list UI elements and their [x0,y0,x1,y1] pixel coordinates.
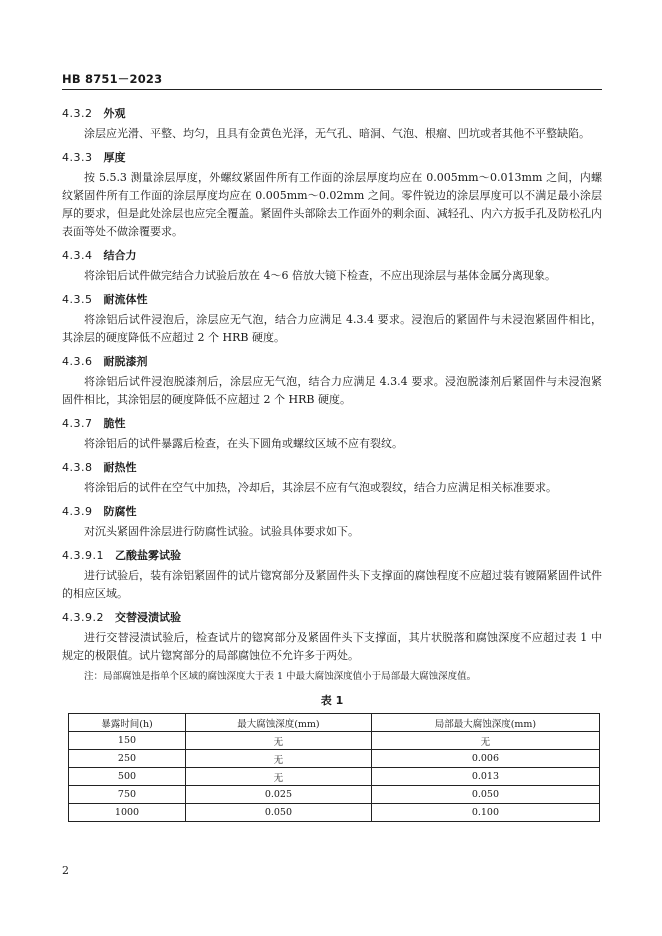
section-heading [62,457,602,479]
section-number: 4.3.9.2 [62,611,104,624]
section-title: 外观 [103,107,126,120]
section-number: 4.3.7 [62,417,93,430]
table-cell: 250 [69,750,186,768]
main-content [62,103,602,822]
section-paragraph: 将涂铝后的试件在空气中加热，冷却后，其涂层不应有气泡或裂纹，结合力应满足相关标准要求。 [84,481,557,494]
section-heading [62,501,602,523]
section-title: 脆性 [103,417,126,430]
table-header-row [69,714,600,732]
section-heading [62,545,602,567]
section-title: 结合力 [103,249,137,262]
section-number: 4.3.3 [62,151,93,164]
section-paragraph: 将涂铝后试件浸泡后，涂层应无气泡，结合力应满足 4.3.4 要求。浸泡后的紧固件与未浸泡紧固件相比，其涂层的硬度降低不应超过 2 个 HRB 硬度。 [62,313,602,344]
section-heading [62,289,602,311]
table-cell: 1000 [69,804,186,822]
section-paragraph: 对沉头紧固件涂层进行防腐性试验。试验具体要求如下。 [84,525,359,538]
section-paragraph: 按 5.5.3 测量涂层厚度，外螺纹紧固件所有工作面的涂层厚度均应在 0.005mm～0.013mm 之间，内螺纹紧固件所有工作面的涂层厚度均应在 0.005mm～0.02mm 之间。零件锐边的涂层厚度可以不满足最小涂层厚的要求，但是此处涂层也应完全覆盖。紧固件头部除去工作面外的剩余面、减轻孔、内六方扳手孔及防松孔内表面等处不做涂覆要求。 [62,171,602,238]
table-cell: 750 [69,786,186,804]
document-code: HB 8751－2023 [62,72,163,86]
table-cell: 无 [186,732,372,750]
table-cell: 无 [186,750,372,768]
section-number: 4.3.9 [62,505,93,518]
section-heading [62,351,602,373]
header-cell: 暴露时间(h) [69,714,186,732]
section-title: 厚度 [103,151,126,164]
header-cell: 局部最大腐蚀深度(mm) [371,714,599,732]
table-cell: 0.013 [371,768,599,786]
table-cell: 0.006 [371,750,599,768]
table-cell: 0.100 [371,804,599,822]
section-paragraph: 将涂铝后试件做完结合力试验后放在 4～6 倍放大镜下检查，不应出现涂层与基体金属分离现象。 [84,269,556,282]
table-cell: 0.025 [186,786,372,804]
section-heading [62,607,602,629]
section-heading [62,245,602,267]
section-paragraph: 进行试验后，装有涂铝紧固件的试片锪窝部分及紧固件头下支撑面的腐蚀程度不应超过装有镀隔紧固件试件的相应区域。 [62,569,602,600]
section-paragraph: 将涂铝后的试件暴露后检查，在头下圆角或螺纹区域不应有裂纹。 [84,437,403,450]
header-rule [62,89,602,90]
table-row [69,750,600,768]
section-heading [62,147,602,169]
table-row [69,768,600,786]
section-paragraph: 涂层应光滑、平整、均匀，且具有金黄色光泽，无气孔、暗洞、气泡、根瘤、凹坑或者其他不平整缺陷。 [84,127,590,140]
table-row [69,732,600,750]
section-title: 耐脱漆剂 [103,355,148,368]
section-number: 4.3.9.1 [62,549,104,562]
page-number: 2 [62,864,69,877]
corrosion-limit-table [68,713,600,822]
table-cell: 无 [186,768,372,786]
table-row [69,804,600,822]
section-title: 耐热性 [103,461,137,474]
section-number: 4.3.6 [62,355,93,368]
section-title: 耐流体性 [103,293,148,306]
table-cell: 无 [371,732,599,750]
table-cell: 0.050 [186,804,372,822]
section-number: 4.3.2 [62,107,93,120]
section-title: 交替浸渍试验 [114,611,181,624]
table-caption: 表 1 [320,694,344,707]
section-heading [62,103,602,125]
table-row [69,786,600,804]
table-note: 注：局部腐蚀是指单个区域的腐蚀深度大于表 1 中最大腐蚀深度值小于局部最大腐蚀深度值。 [84,671,477,682]
section-paragraph: 将涂铝后试件浸泡脱漆剂后，涂层应无气泡，结合力应满足 4.3.4 要求。浸泡脱漆剂后紧固件与未浸泡紧固件相比，其涂铝层的硬度降低不应超过 2 个 HRB 硬度。 [62,375,602,406]
table-cell: 150 [69,732,186,750]
header-cell: 最大腐蚀深度(mm) [186,714,372,732]
section-number: 4.3.5 [62,293,93,306]
section-title: 防腐性 [103,505,137,518]
section-heading [62,413,602,435]
table-cell: 0.050 [371,786,599,804]
section-number: 4.3.4 [62,249,93,262]
table-cell: 500 [69,768,186,786]
section-number: 4.3.8 [62,461,93,474]
section-paragraph: 进行交替浸渍试验后，检查试片的锪窝部分及紧固件头下支撑面，其片状脱落和腐蚀深度不应超过表 1 中规定的极限值。试片锪窝部分的局部腐蚀位不允许多于两处。 [62,631,602,662]
section-title: 乙酸盐雾试验 [114,549,181,562]
